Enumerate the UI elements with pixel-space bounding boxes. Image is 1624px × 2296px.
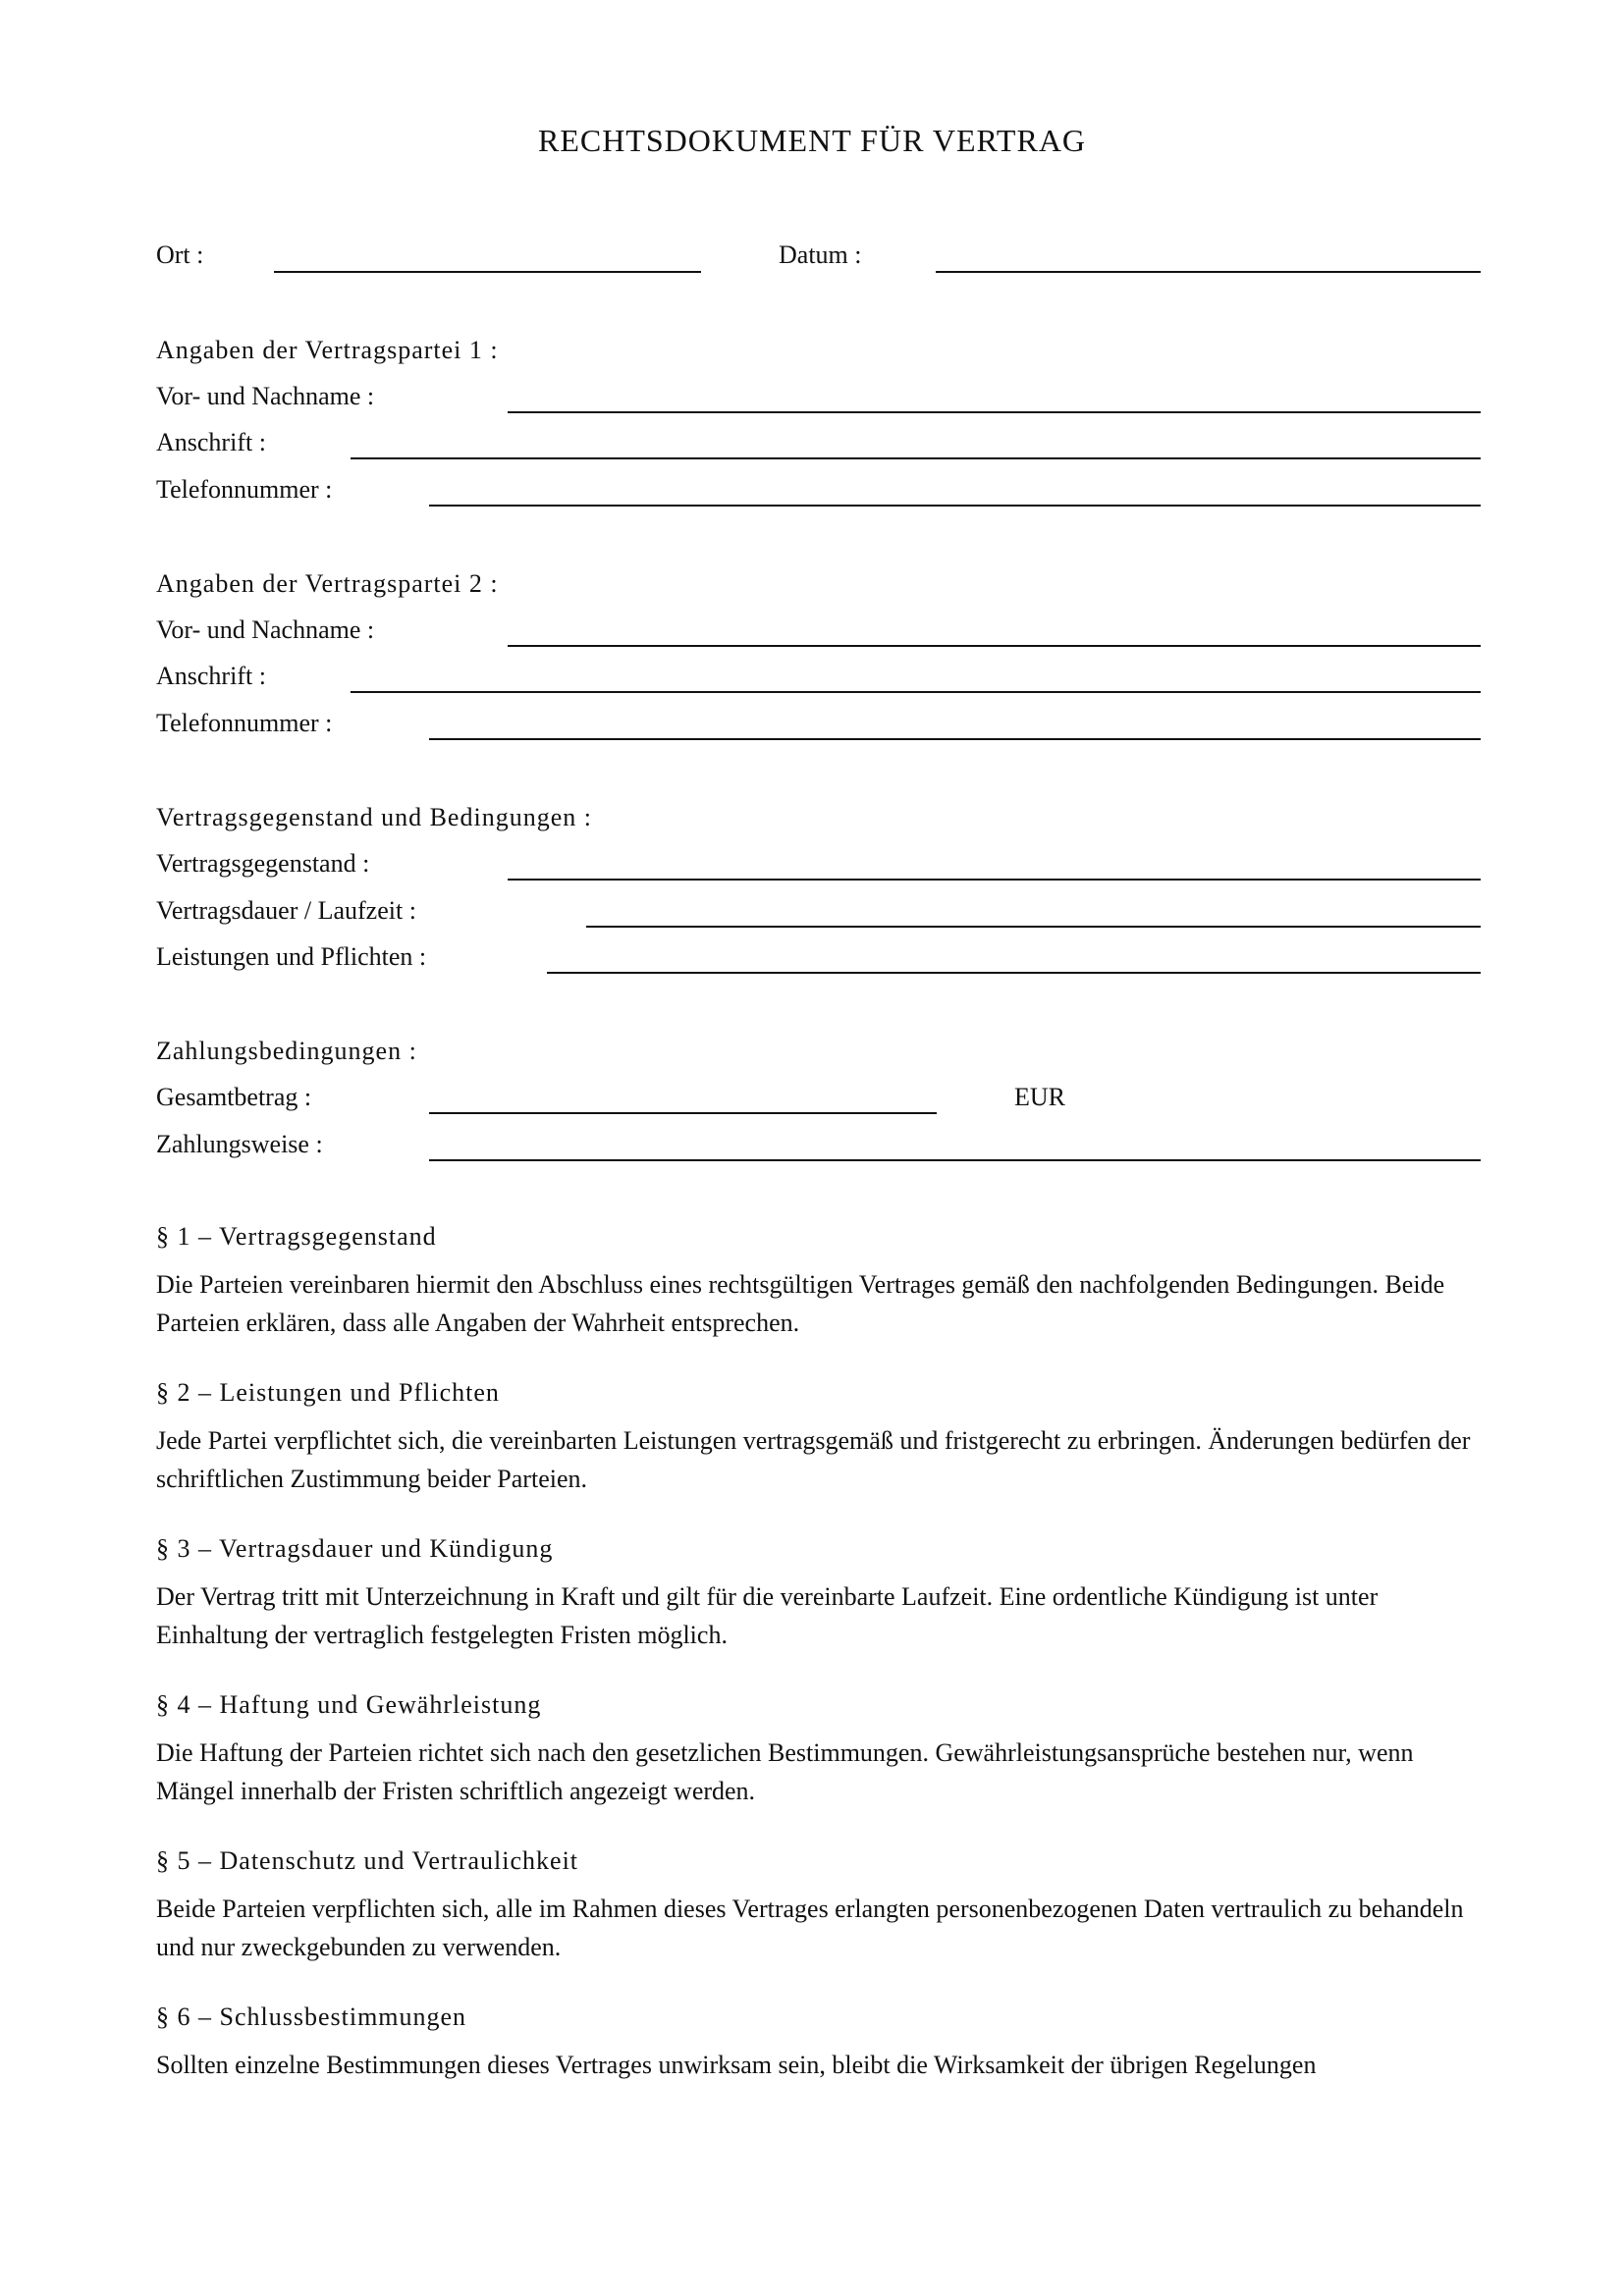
section-1-title: § 1 – Vertragsgegenstand <box>156 1222 437 1251</box>
party2-address-field[interactable] <box>351 691 1481 693</box>
section-6-title: § 6 – Schlussbestimmungen <box>156 2002 467 2031</box>
section-1-text: Die Parteien vereinbaren hiermit den Abschluss eines rechtsgültigen Vertrages gemäß den nachfolgenden Bedingungen. Beide Parteien erklären, dass alle Angaben der Wahrheit entsprechen. <box>156 1270 1445 1337</box>
party2-phone-label: Telefonnummer : <box>156 709 333 737</box>
total-label: Gesamtbetrag : <box>156 1083 312 1111</box>
party1-address-field[interactable] <box>351 457 1481 459</box>
payment-heading: Zahlungsbedingungen : <box>156 1037 417 1065</box>
section-3-title: § 3 – Vertragsdauer und Kündigung <box>156 1534 554 1563</box>
party1-name-field[interactable] <box>508 411 1481 413</box>
section-5-title: § 5 – Datenschutz und Vertraulichkeit <box>156 1846 579 1875</box>
section-5-text: Beide Parteien verpflichten sich, alle im Rahmen dieses Vertrages erlangten personenbezogenen Daten vertraulich zu behandeln und nur zweckgebunden zu verwenden. <box>156 1895 1464 1961</box>
place-label: Ort : <box>156 240 204 269</box>
party1-name-label: Vor- und Nachname : <box>156 382 375 410</box>
method-label: Zahlungsweise : <box>156 1130 323 1158</box>
total-amount-field[interactable] <box>429 1112 937 1114</box>
place-field[interactable] <box>274 271 701 273</box>
obligations-field[interactable] <box>547 972 1481 974</box>
document-title: RECHTSDOKUMENT FÜR VERTRAG <box>537 123 1087 158</box>
subject-label: Vertragsgegenstand : <box>156 849 370 878</box>
duration-label: Vertragsdauer / Laufzeit : <box>156 896 416 925</box>
date-label: Datum : <box>779 240 862 269</box>
party1-heading: Angaben der Vertragspartei 1 : <box>156 336 499 364</box>
subject-field[interactable] <box>508 879 1481 881</box>
duration-field[interactable] <box>586 926 1481 928</box>
party1-phone-label: Telefonnummer : <box>156 475 333 504</box>
section-4-text: Die Haftung der Parteien richtet sich nach den gesetzlichen Bestimmungen. Gewährleistungsansprüche bestehen nur, wenn Mängel innerhalb der Fristen schriftlich angezeigt werden. <box>156 1738 1414 1805</box>
party2-heading: Angaben der Vertragspartei 2 : <box>156 569 499 598</box>
party1-address-label: Anschrift : <box>156 428 266 456</box>
method-field[interactable] <box>429 1159 1481 1161</box>
section-2-text: Jede Partei verpflichtet sich, die vereinbarten Leistungen vertragsgemäß und fristgerecht zu erbringen. Änderungen bedürfen der schriftlichen Zustimmung beider Parteien. <box>156 1426 1471 1493</box>
party1-phone-field[interactable] <box>429 505 1481 507</box>
terms-heading: Vertragsgegenstand und Bedingungen : <box>156 803 592 831</box>
section-2-title: § 2 – Leistungen und Pflichten <box>156 1378 500 1407</box>
party2-name-field[interactable] <box>508 645 1481 647</box>
date-field[interactable] <box>936 271 1481 273</box>
section-6-text: Sollten einzelne Bestimmungen dieses Vertrages unwirksam sein, bleibt die Wirksamkeit der übrigen Regelungen <box>156 2051 1317 2079</box>
section-4-title: § 4 – Haftung und Gewährleistung <box>156 1690 542 1719</box>
section-3-text: Der Vertrag tritt mit Unterzeichnung in Kraft und gilt für die vereinbarte Laufzeit. Eine ordentliche Kündigung ist unter Einhaltung der vertraglich festgelegten Fristen möglich. <box>156 1582 1379 1649</box>
party2-name-label: Vor- und Nachname : <box>156 615 375 644</box>
party2-phone-field[interactable] <box>429 738 1481 740</box>
currency-label: EUR <box>1014 1083 1065 1111</box>
obligations-label: Leistungen und Pflichten : <box>156 942 427 971</box>
party2-address-label: Anschrift : <box>156 662 266 690</box>
